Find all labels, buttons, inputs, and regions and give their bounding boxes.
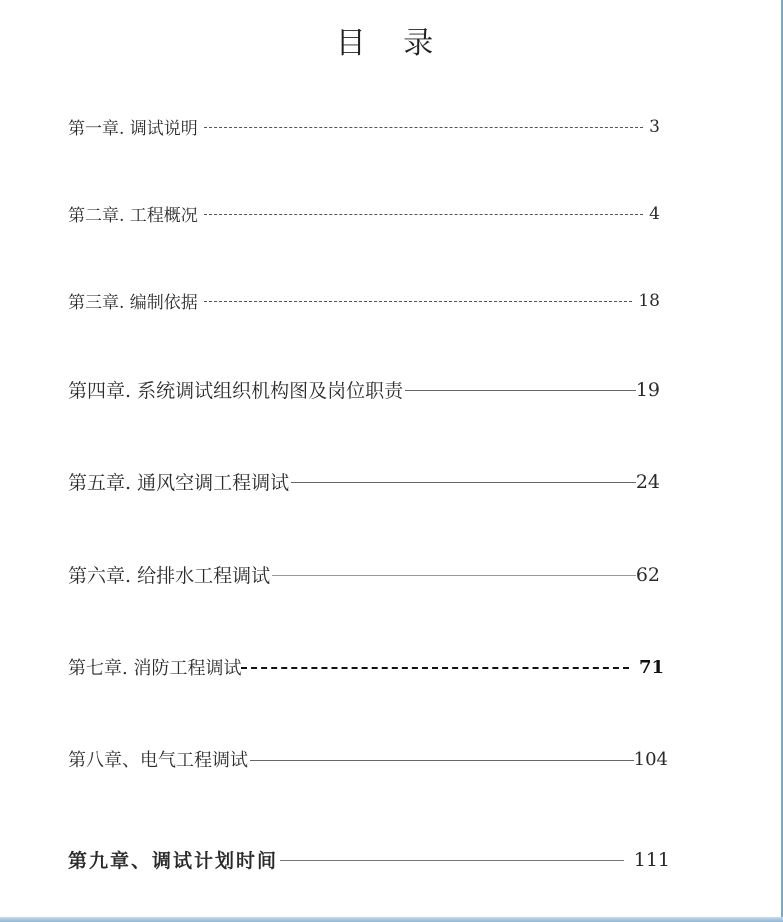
toc-entry-chapter-9[interactable] <box>68 846 670 873</box>
toc-entry-chapter-1[interactable] <box>68 114 660 139</box>
toc-leader-dashes <box>291 482 636 483</box>
toc-entry-label: 第三章. 编制依据 <box>68 293 198 313</box>
toc-entry-chapter-3[interactable] <box>68 288 660 313</box>
toc-entry-page: 104 <box>633 748 668 770</box>
toc-entry-label: 第二章. 工程概况 <box>68 206 198 226</box>
toc-title: 目 录 <box>335 26 448 61</box>
toc-leader-dashes <box>204 127 643 128</box>
toc-entry-label: 第一章. 调试说明 <box>68 119 198 139</box>
toc-entry-chapter-7[interactable] <box>68 654 664 680</box>
toc-leader-dashes <box>405 390 636 391</box>
toc-entry-page: 62 <box>635 563 660 586</box>
toc-entry-label: 第九章、调试计划时间 <box>68 850 279 872</box>
toc-entry-page: 24 <box>635 470 660 493</box>
toc-entry-page: 18 <box>638 290 660 311</box>
toc-entry-page: 71 <box>638 656 664 678</box>
toc-entry-page: 19 <box>635 378 660 401</box>
toc-leader-dashes <box>204 214 643 215</box>
toc-leader-dashes <box>204 301 633 302</box>
toc-entry-label: 第七章. 消防工程调试 <box>68 658 242 679</box>
toc-entry-page: 111 <box>633 848 670 871</box>
toc-entry-page: 4 <box>649 203 660 224</box>
toc-leader-dashes <box>241 667 628 669</box>
toc-entry-page: 3 <box>649 116 660 137</box>
toc-entry-chapter-5[interactable] <box>68 468 660 495</box>
toc-leader-dashes <box>272 575 636 576</box>
toc-entry-label: 第五章. 通风空调工程调试 <box>68 472 290 494</box>
toc-entry-label: 第六章. 给排水工程调试 <box>68 565 271 587</box>
toc-entry-chapter-4[interactable] <box>68 376 660 403</box>
toc-entry-chapter-8[interactable] <box>68 746 668 772</box>
toc-entry-label: 第八章、电气工程调试 <box>68 750 248 771</box>
window-border-bottom <box>0 917 783 922</box>
toc-leader-dashes <box>280 860 624 861</box>
toc-entry-label: 第四章. 系统调试组织机构图及岗位职责 <box>68 380 404 402</box>
toc-entry-chapter-2[interactable] <box>68 201 660 226</box>
toc-leader-dashes <box>250 760 634 761</box>
toc-entry-chapter-6[interactable] <box>68 561 660 588</box>
